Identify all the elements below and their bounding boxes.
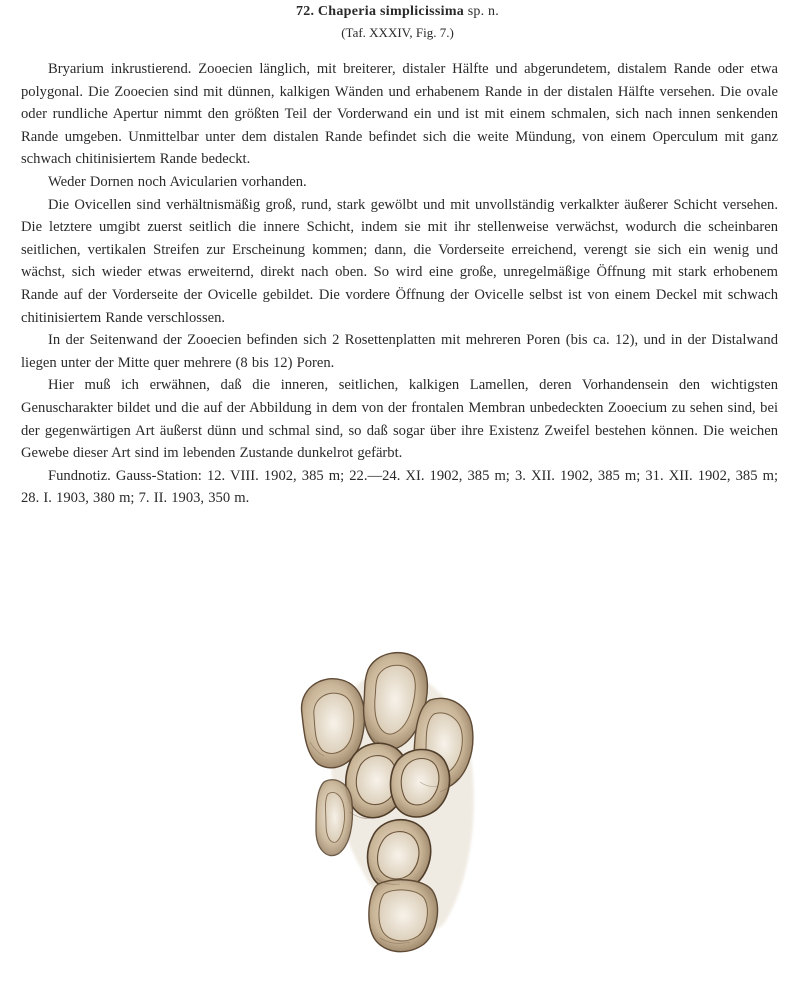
specimen-figure: [280, 642, 520, 962]
bryozoan-colony-illustration: [280, 642, 520, 962]
paragraph-description: Bryarium inkrustierend. Zooecien länglich, mit breiterer, distaler Hälfte und abgerundetem, distalem Rande oder etwa polygonal. Die Zooecien sind mit dünnen, kalkigen Wänden und erhabenem Rande in der distalen Hälfte versehen. Die ovale oder rundliche Apertur nimmt den größten Teil der Vorderwand ein und ist mit einem schmalen, sich nach innen senkenden Rande umgeben. Unmittelbar unter dem distalen Rande befindet sich die weite Mündung, von einem Operculum mit ganz schwach chitinisiertem Rande bedeckt.: [21, 61, 778, 168]
paragraph-locality: Fundnotiz. Gauss-Station: 12. VIII. 1902, 385 m; 22.—24. XI. 1902, 385 m; 3. XII. 1902, 385 m; 31. XII. 1902, 385 m; 28. I. 1903, 380 m; 7. II. 1903, 350 m.: [21, 467, 778, 507]
species-heading: [0, 2, 795, 22]
plate-reference: (Taf. XXXIV, Fig. 7.): [341, 25, 454, 40]
species-suffix: sp. n.: [467, 4, 499, 19]
paragraph-ovicells: Die Ovicellen sind verhältnismäßig groß, rund, stark gewölbt und mit unvollständig verkalkter äußerer Schicht versehen. Die letztere umgibt zuerst seitlich die innere Schicht, indem sie mit ihr stellenweise verwächst, wodurch die scheinbaren seitlichen, vertikalen Streifen zur Erscheinung kommen; dann, die Vorderseite erreichend, verengt sie sich ein wenig und wächst, sich wieder etwas erweiternd, direkt nach oben. So wird eine große, unregelmäßige Öffnung mit stark erhobenem Rande auf der Vorderseite der Ovicelle gebildet. Die vordere Öffnung der Ovicelle selbst ist von einem Deckel mit schwach chitinisiertem Rande verschlossen.: [21, 196, 778, 326]
zooecium-bottom: [369, 880, 438, 952]
species-number: 72.: [296, 4, 315, 19]
paragraph-lamellae: Hier muß ich erwähnen, daß die inneren, seitlichen, kalkigen Lamellen, deren Vorhandensein den wichtigsten Genuscharakter bildet und die auf der Abbildung in dem von der frontalen Membran unbedeckten Zooecium zu sehen sind, bei der gegenwärtigen Art äußerst dünn und schmal sind, so daß sogar über ihre Existenz Zweifel bestehen können. Die weichen Gewebe dieser Art sind im lebenden Zustande dunkelrot gefärbt.: [21, 377, 778, 462]
body-text: [21, 58, 778, 510]
title-block: [0, 2, 795, 42]
species-name: Chaperia simplicissima: [317, 4, 465, 19]
paragraph-spines: Weder Dornen noch Avicularien vorhanden.: [48, 173, 307, 190]
paragraph-pores: In der Seitenwand der Zooecien befinden sich 2 Rosettenplatten mit mehreren Poren (bis ca. 12), und in der Distalwand liegen unter der Mitte quer mehrere (8 bis 12) Poren.: [21, 332, 778, 371]
zooecium-lower-left: [316, 780, 352, 856]
